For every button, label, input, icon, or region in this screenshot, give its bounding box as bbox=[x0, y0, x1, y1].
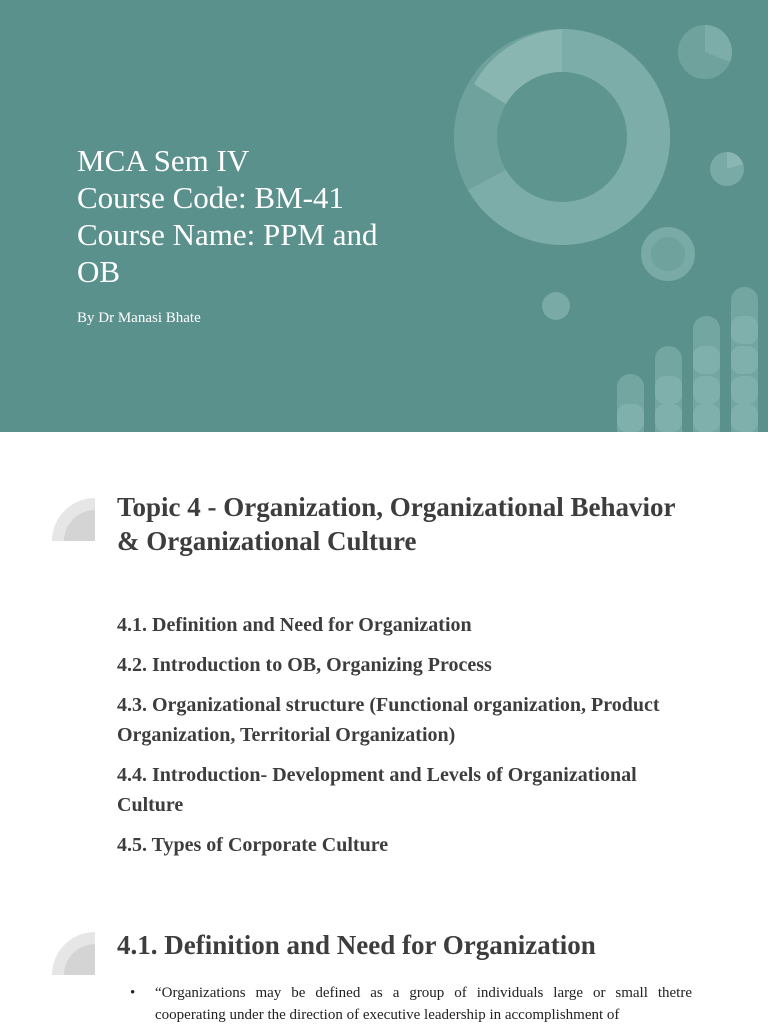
list-item: 4.2. Introduction to OB, Organizing Process bbox=[117, 654, 492, 676]
title-slide bbox=[0, 0, 768, 432]
course-title bbox=[77, 142, 437, 290]
bullet-list bbox=[130, 982, 692, 1024]
bullet-icon: • bbox=[130, 985, 136, 1001]
bar-4-seg bbox=[731, 346, 758, 374]
bar-3-seg bbox=[693, 376, 720, 404]
title-line: MCA Sem IV bbox=[77, 143, 250, 178]
section-title: 4.1. Definition and Need for Organization bbox=[117, 930, 596, 960]
title-line: Course Name: PPM and bbox=[77, 217, 378, 252]
bar-2-seg bbox=[655, 376, 682, 404]
list-item: 4.4. Introduction- Development and Levels of Organizational Culture bbox=[117, 764, 637, 816]
dot-chart bbox=[542, 292, 570, 320]
bar-4-seg bbox=[731, 404, 758, 432]
bullet-text: “Organizations may be defined as a group of individuals large or small thetre cooperating under the direction of executive leadership in accomplishment of bbox=[155, 985, 692, 1023]
bar-2-seg bbox=[655, 404, 682, 432]
topic-title: Topic 4 - Organization, Organizational Behavior & Organizational Culture bbox=[117, 492, 676, 556]
donut-hole bbox=[497, 72, 627, 202]
bar-3-seg bbox=[693, 404, 720, 432]
title-line: Course Code: BM-41 bbox=[77, 180, 344, 215]
title-line: OB bbox=[77, 254, 121, 289]
list-item: 4.5. Types of Corporate Culture bbox=[117, 834, 389, 856]
definition-slide bbox=[0, 900, 768, 1024]
list-item: 4.1. Definition and Need for Organization bbox=[117, 614, 472, 636]
bar-3-seg bbox=[693, 346, 720, 374]
author-byline: By Dr Manasi Bhate bbox=[77, 310, 201, 326]
list-item: 4.3. Organizational structure (Functional organization, Product Organization, Territorial Organization) bbox=[117, 694, 660, 746]
topic-slide bbox=[0, 460, 768, 890]
arc-decoration-icon bbox=[52, 932, 96, 976]
arc-decoration-icon bbox=[52, 498, 96, 542]
bar-1-seg bbox=[617, 404, 644, 432]
slide-gap bbox=[0, 432, 768, 460]
bar-4-seg bbox=[731, 376, 758, 404]
ring-chart-hole bbox=[651, 237, 685, 271]
topic-list bbox=[117, 610, 697, 870]
bar-4-seg bbox=[731, 316, 758, 344]
bullet-item bbox=[130, 982, 692, 1024]
